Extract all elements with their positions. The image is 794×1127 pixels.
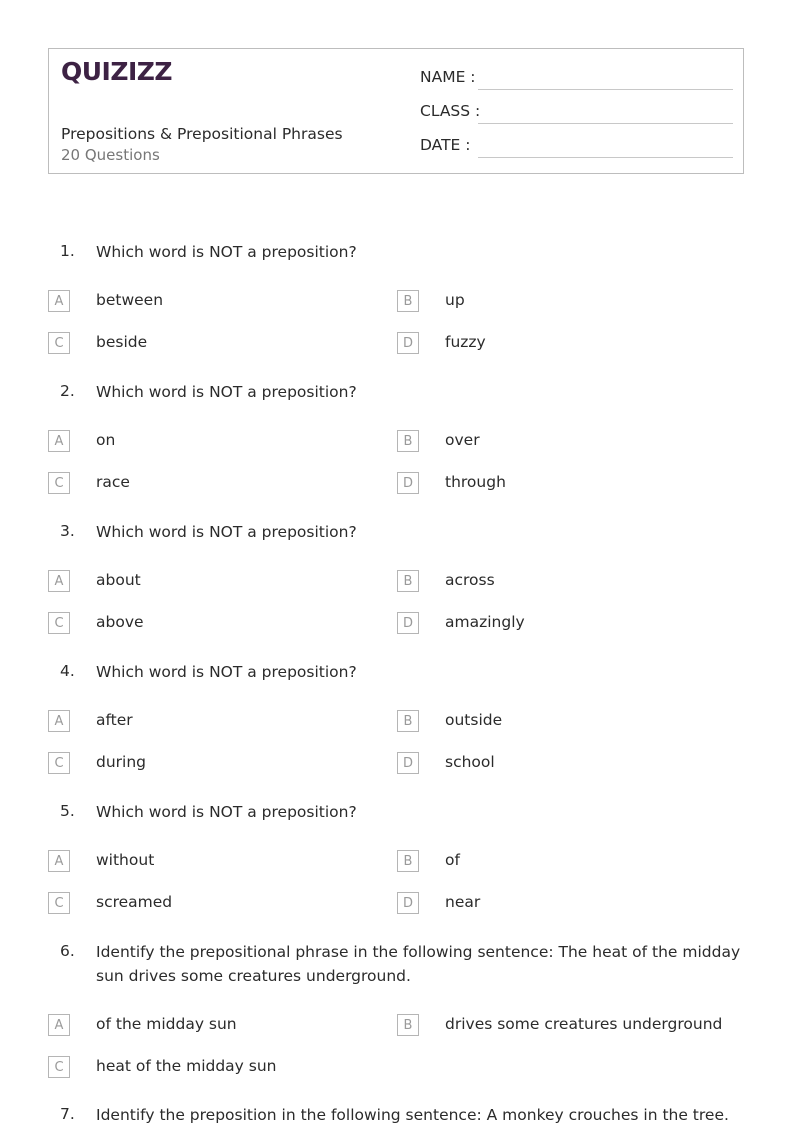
option-b-text: drives some creatures underground	[445, 1015, 723, 1033]
question-text: Which word is NOT a preposition?	[96, 383, 357, 401]
option-d-text: through	[445, 473, 506, 491]
option-c-box[interactable]: C	[48, 892, 70, 914]
name-label: NAME :	[420, 68, 476, 86]
question-number: 5.	[60, 802, 75, 820]
option-d-box[interactable]: D	[397, 332, 419, 354]
option-c-box[interactable]: C	[48, 752, 70, 774]
option-a-box[interactable]: A	[48, 430, 70, 452]
option-a-box[interactable]: A	[48, 1014, 70, 1036]
question-text: Identify the prepositional phrase in the following sentence: The heat of the midday sun drives some creatures underground.	[96, 943, 741, 985]
option-c-box[interactable]: C	[48, 472, 70, 494]
option-c-text: screamed	[96, 893, 173, 911]
question-text: Which word is NOT a preposition?	[96, 803, 357, 821]
option-a-box[interactable]: A	[48, 290, 70, 312]
option-b-text: up	[445, 291, 465, 309]
option-a-text: about	[96, 571, 141, 589]
question-count: 20 Questions	[61, 146, 160, 164]
option-c-text: above	[96, 613, 144, 631]
option-b-text: of	[445, 851, 460, 869]
option-b-box[interactable]: B	[397, 430, 419, 452]
option-c-text: beside	[96, 333, 148, 351]
worksheet-header	[48, 48, 744, 174]
option-a-text: without	[96, 851, 155, 869]
option-b-box[interactable]: B	[397, 570, 419, 592]
option-a-text: between	[96, 291, 164, 309]
name-field[interactable]	[478, 89, 733, 90]
question-number: 2.	[60, 382, 75, 400]
date-field[interactable]	[478, 157, 733, 158]
question-number: 4.	[60, 662, 75, 680]
question-text: Which word is NOT a preposition?	[96, 663, 357, 681]
option-b-text: over	[445, 431, 480, 449]
option-d-box[interactable]: D	[397, 612, 419, 634]
option-d-box[interactable]: D	[397, 752, 419, 774]
date-label: DATE :	[420, 136, 471, 154]
question-number: 6.	[60, 942, 75, 960]
option-c-text: race	[96, 473, 130, 491]
option-c-text: heat of the midday sun	[96, 1057, 277, 1075]
option-b-box[interactable]: B	[397, 710, 419, 732]
option-d-text: amazingly	[445, 613, 525, 631]
option-d-text: near	[445, 893, 481, 911]
quizizz-logo: QUIZIZZ	[61, 57, 173, 86]
option-d-text: fuzzy	[445, 333, 486, 351]
option-c-text: during	[96, 753, 147, 771]
worksheet-title: Prepositions & Prepositional Phrases	[61, 125, 343, 143]
option-a-box[interactable]: A	[48, 570, 70, 592]
option-c-box[interactable]: C	[48, 1056, 70, 1078]
option-d-box[interactable]: D	[397, 892, 419, 914]
question-text: Identify the preposition in the following sentence: A monkey crouches in the tree.	[96, 1106, 729, 1124]
option-b-box[interactable]: B	[397, 850, 419, 872]
option-a-box[interactable]: A	[48, 850, 70, 872]
option-b-box[interactable]: B	[397, 290, 419, 312]
question-text: Which word is NOT a preposition?	[96, 523, 357, 541]
question-number: 3.	[60, 522, 75, 540]
option-d-box[interactable]: D	[397, 472, 419, 494]
question-number: 1.	[60, 242, 75, 260]
option-a-text: on	[96, 431, 116, 449]
option-a-text: after	[96, 711, 133, 729]
option-b-text: across	[445, 571, 495, 589]
option-d-text: school	[445, 753, 495, 771]
option-a-box[interactable]: A	[48, 710, 70, 732]
question-text: Which word is NOT a preposition?	[96, 243, 357, 261]
option-c-box[interactable]: C	[48, 332, 70, 354]
class-label: CLASS :	[420, 102, 481, 120]
option-a-text: of the midday sun	[96, 1015, 237, 1033]
class-field[interactable]	[478, 123, 733, 124]
option-b-text: outside	[445, 711, 503, 729]
question-number: 7.	[60, 1105, 75, 1123]
option-c-box[interactable]: C	[48, 612, 70, 634]
option-b-box[interactable]: B	[397, 1014, 419, 1036]
